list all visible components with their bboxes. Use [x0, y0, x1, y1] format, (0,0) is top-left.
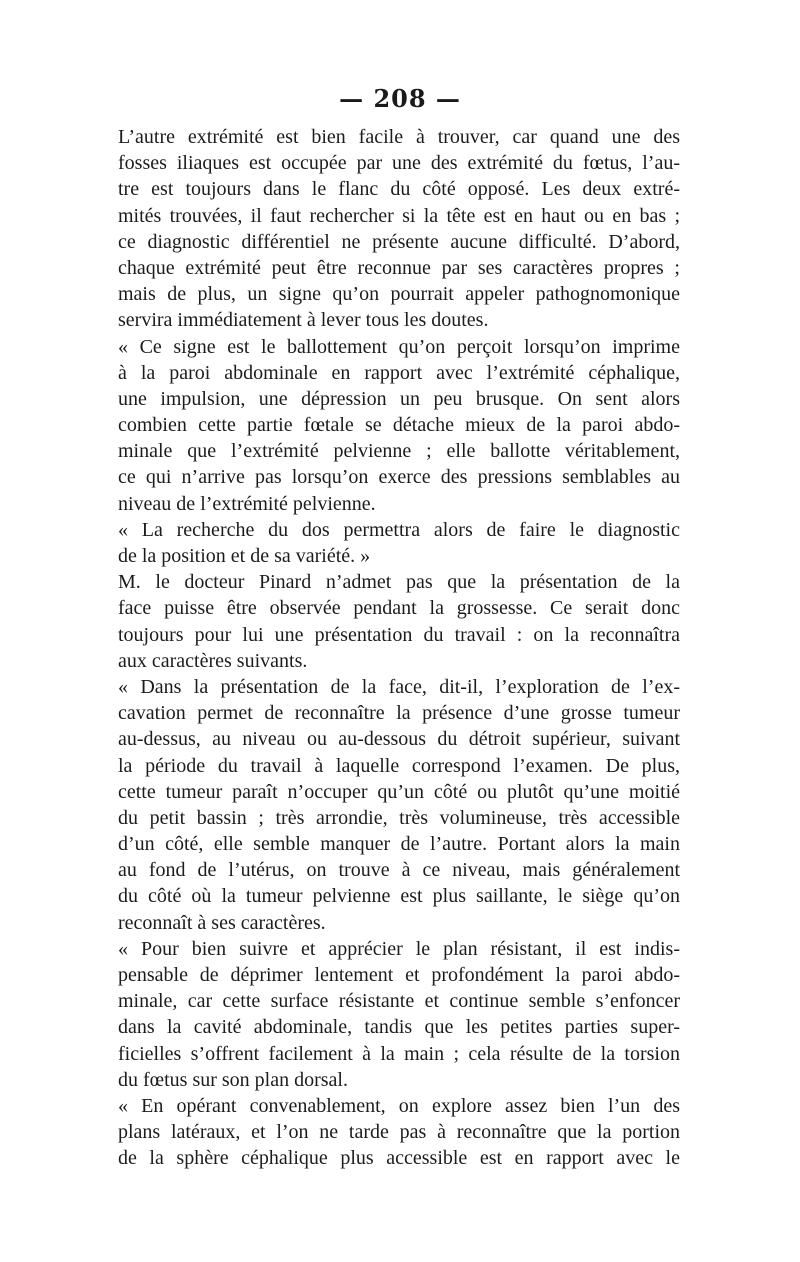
text-line: minale que l’extrémité pelvienne ; elle ballotte véritablement,: [118, 440, 680, 463]
text-line: mais de plus, un signe qu’on pourrait appeler pathognomonique: [118, 283, 680, 306]
text-line: servira immédiatement à lever tous les doutes.: [118, 309, 489, 332]
text-line: minale, car cette surface résistante et continue semble s’enfoncer: [118, 990, 680, 1013]
text-line: dans la cavité abdominale, tandis que les petites parties super-: [118, 1016, 680, 1039]
text-line: « En opérant convenablement, on explore assez bien l’un des: [118, 1094, 680, 1117]
body-text: [118, 124, 680, 1172]
text-line: « Ce signe est le ballottement qu’on perçoit lorsqu’on imprime: [118, 335, 680, 358]
text-line: plans latéraux, et l’on ne tarde pas à reconnaître que la portion: [118, 1121, 680, 1144]
text-line: cavation permet de reconnaître la présence d’une grosse tumeur: [118, 702, 680, 725]
text-line: au-dessus, au niveau ou au-dessous du détroit supérieur, suivant: [118, 728, 680, 751]
text-line: de la position et de sa variété. »: [118, 545, 371, 567]
text-line: toujours pour lui une présentation du travail : on la reconnaîtra: [118, 623, 680, 646]
text-line: « La recherche du dos permettra alors de faire le diagnostic: [118, 518, 680, 541]
text-line: du fœtus sur son plan dorsal.: [118, 1068, 348, 1091]
text-line: reconnaît à ses caractères.: [118, 911, 326, 934]
text-line: cette tumeur paraît n’occuper qu’un côté ou plutôt qu’une moitié: [118, 780, 680, 803]
text-line: au fond de l’utérus, on trouve à ce niveau, mais généralement: [118, 859, 680, 882]
text-line: « Pour bien suivre et apprécier le plan résistant, il est indis-: [118, 937, 680, 960]
text-line: mités trouvées, il faut rechercher si la tête est en haut ou en bas ;: [118, 204, 680, 227]
text-line: niveau de l’extrémité pelvienne.: [118, 492, 376, 515]
text-line: ce diagnostic différentiel ne présente aucune difficulté. D’abord,: [118, 230, 680, 253]
text-line: aux caractères suivants.: [118, 649, 308, 672]
text-line: ficielles s’offrent facilement à la main ; cela résulte de la torsion: [118, 1042, 680, 1065]
text-line: combien cette partie fœtale se détache mieux de la paroi abdo-: [118, 414, 680, 437]
text-line: du petit bassin ; très arrondie, très volumineuse, très accessible: [118, 806, 680, 829]
text-line: la période du travail à laquelle correspond l’examen. De plus,: [118, 754, 680, 777]
text-line: M. le docteur Pinard n’admet pas que la présentation de la: [118, 571, 680, 594]
text-line: une impulsion, une dépression un peu brusque. On sent alors: [118, 387, 680, 410]
text-line: du côté où la tumeur pelvienne est plus saillante, le siège qu’on: [118, 885, 680, 908]
text-line: d’un côté, elle semble manquer de l’autre. Portant alors la main: [118, 833, 680, 856]
text-line: L’autre extrémité est bien facile à trouver, car quand une des: [118, 126, 680, 148]
text-line: tre est toujours dans le flanc du côté opposé. Les deux extré-: [118, 178, 680, 201]
text-line: à la paroi abdominale en rapport avec l’extrémité céphalique,: [118, 361, 680, 384]
text-line: « Dans la présentation de la face, dit-il, l’exploration de l’ex-: [118, 675, 680, 698]
text-line: fosses iliaques est occupée par une des extrémité du fœtus, l’au-: [118, 152, 680, 175]
text-line: chaque extrémité peut être reconnue par ses caractères propres ;: [118, 256, 680, 279]
page-number: — 208 —: [339, 84, 461, 113]
text-line: de la sphère céphalique plus accessible est en rapport avec le: [118, 1147, 680, 1170]
text-line: pensable de déprimer lentement et profondément la paroi abdo-: [118, 964, 680, 986]
text-line: ce qui n’arrive pas lorsqu’on exerce des pressions semblables au: [118, 466, 680, 489]
text-line: face puisse être observée pendant la grossesse. Ce serait donc: [118, 597, 680, 620]
